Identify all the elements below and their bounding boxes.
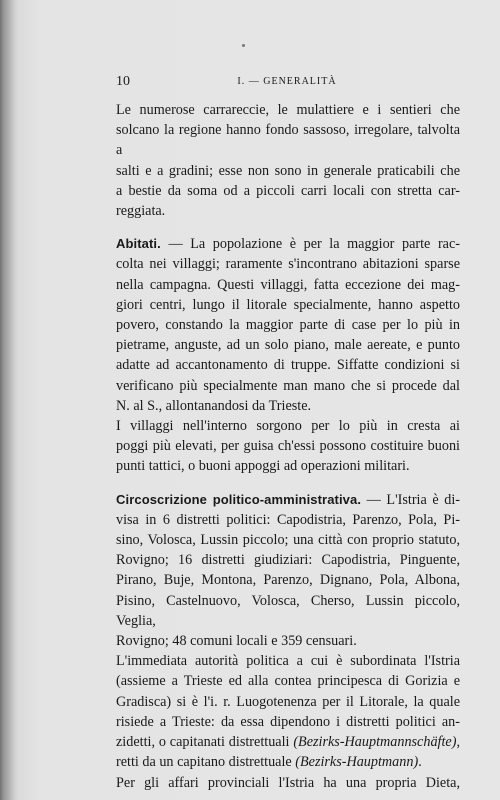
text-line: salti e a gradini; esse non sono in generale praticabili che (116, 162, 460, 179)
page-number: 10 (116, 74, 130, 89)
text-line: (assieme a Trieste ed alla contea principesca di Gorizia e (116, 673, 460, 690)
text-run: . (418, 754, 422, 771)
paragraph-dieta (116, 773, 460, 793)
text-line: solcano la regione hanno fondo sassoso, irregolare, talvolta a (116, 122, 460, 159)
text-line: punti tattici, o buoni appoggi ad operazioni militari. (116, 458, 410, 475)
page-header (116, 74, 458, 94)
text-line: Le numerose carrareccie, le mulattiere e i sentieri che (116, 102, 460, 118)
text-run: , (456, 734, 460, 751)
text-line: I villaggi nell'interno sorgono per lo più in cresta ai (116, 418, 460, 435)
text-line: povero, constando la maggior parte di case per lo più in (116, 317, 460, 334)
text-line: giori centri, lungo il litorale specialmente, hanno aspetto (116, 296, 460, 313)
body-text (116, 100, 460, 793)
text-line (116, 490, 460, 510)
paragraph-roads (116, 100, 460, 221)
text-line: Rovigno; 48 comuni locali e 359 censuari. (116, 633, 357, 650)
text-line: reggiata. (116, 203, 166, 220)
text-line: poggi più elevati, per guisa ch'essi possono costituire buoni (116, 438, 460, 455)
text-line (116, 732, 460, 752)
section-heading-abitati: Abitati. (116, 236, 161, 252)
text-line: colta nei villaggi; raramente s'incontrano abitazioni sparse (116, 256, 460, 273)
text-line: nella campagna. Questi villaggi, fatta eccezione dei mag- (116, 276, 460, 293)
text-run: zidetti, o capitanati distrettuali (116, 734, 294, 751)
text-line: Pisino, Castelnuovo, Volosca, Cherso, Lussin piccolo, Veglia, (116, 592, 460, 629)
text-line: sino, Volosca, Lussin piccolo; una città con proprio statuto, (116, 532, 460, 549)
text-run: — L'Istria è di- (361, 491, 460, 508)
paragraph-autorita (116, 651, 460, 772)
text-line: a bestie da soma od a piccoli carri locali con stretta car- (116, 182, 460, 199)
paragraph-circoscrizione (116, 490, 460, 652)
text-line: risiede a Trieste: da essa dipendono i distretti politici an- (116, 713, 460, 730)
text-line: pietrame, anguste, ad un solo piano, male aereate, e punto (116, 337, 460, 354)
paragraph-villaggi (116, 416, 460, 477)
german-term: (Bezirks-Hauptmannschäfte) (293, 734, 457, 751)
section-heading-circoscrizione: Circoscrizione politico-amministrativa. (116, 491, 362, 507)
text-line: verificano più specialmente man mano che si procede dal (116, 377, 460, 394)
german-term: (Bezirks-Hauptmann) (295, 754, 419, 771)
text-line: Per gli affari provinciali l'Istria ha una propria Dieta, (116, 774, 460, 791)
text-line (116, 752, 460, 772)
paragraph-abitati (116, 234, 460, 416)
paper-speck (242, 44, 245, 47)
text-run: retti da un capitano distrettuale (116, 754, 296, 771)
text-run: — La popolazione è per la maggior parte rac- (160, 236, 460, 253)
text-line: Gradisca) si è l'i. r. Luogotenenza per il Litorale, la quale (116, 693, 460, 710)
binding-shadow (0, 0, 18, 800)
text-line: L'immediata autorità politica a cui è subordinata l'Istria (116, 653, 460, 670)
text-line: Rovigno; 16 distretti giudiziari: Capodistria, Pinguente, (116, 552, 460, 569)
text-line: adatte ad accantonamento di truppe. Siffatte condizioni si (116, 357, 460, 374)
text-line: visa in 6 distretti politici: Capodistria, Parenzo, Pola, Pi- (116, 511, 460, 528)
text-line: Pirano, Buje, Montona, Parenzo, Dignano, Pola, Albona, (116, 572, 460, 589)
text-line (116, 234, 460, 254)
text-line: N. al S., allontanandosi da Trieste. (116, 397, 312, 414)
running-head: I. — GENERALITÀ (237, 76, 337, 87)
